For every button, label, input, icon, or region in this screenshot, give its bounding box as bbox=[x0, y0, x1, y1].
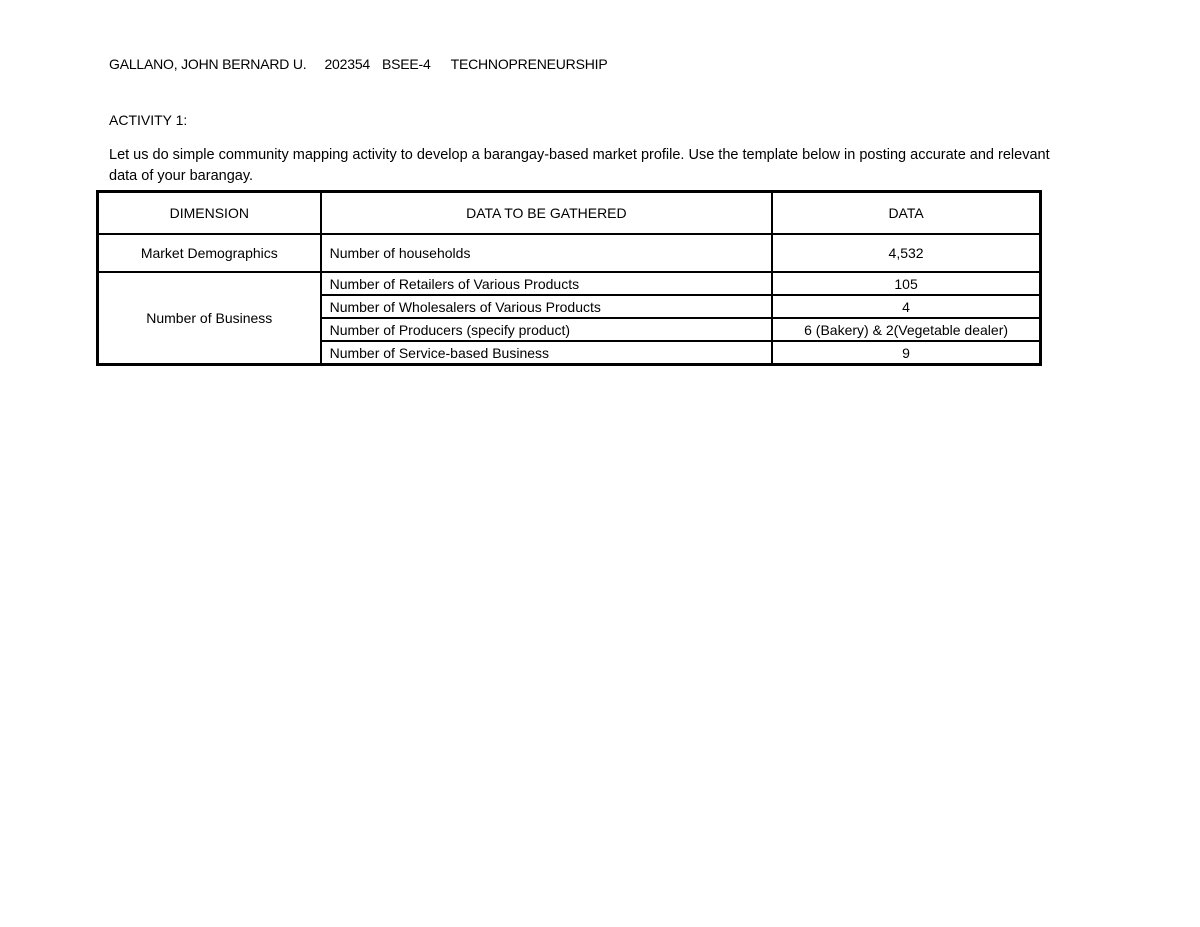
header-data-to-be-gathered: DATA TO BE GATHERED bbox=[321, 192, 773, 235]
activity-title: ACTIVITY 1: bbox=[109, 112, 188, 128]
item-producers: Number of Producers (specify product) bbox=[321, 318, 773, 341]
value-producers: 6 (Bakery) & 2(Vegetable dealer) bbox=[772, 318, 1040, 341]
item-retailers: Number of Retailers of Various Products bbox=[321, 272, 773, 295]
table-row bbox=[98, 234, 1041, 272]
header-dimension: DIMENSION bbox=[98, 192, 321, 235]
item-wholesalers: Number of Wholesalers of Various Products bbox=[321, 295, 773, 318]
value-retailers: 105 bbox=[772, 272, 1040, 295]
value-number-of-households: 4,532 bbox=[772, 234, 1040, 272]
student-name: GALLANO, JOHN BERNARD U. bbox=[109, 56, 307, 72]
table-header-row bbox=[98, 192, 1041, 235]
header-data: DATA bbox=[772, 192, 1040, 235]
table-row bbox=[98, 272, 1041, 295]
student-id: 202354 bbox=[324, 56, 370, 72]
value-wholesalers: 4 bbox=[772, 295, 1040, 318]
dimension-market-demographics: Market Demographics bbox=[98, 234, 321, 272]
item-service-based: Number of Service-based Business bbox=[321, 341, 773, 365]
subject-name: TECHNOPRENEURSHIP bbox=[450, 56, 608, 72]
market-profile-table bbox=[96, 190, 1042, 366]
value-service-based: 9 bbox=[772, 341, 1040, 365]
dimension-number-of-business: Number of Business bbox=[98, 272, 321, 365]
student-course: BSEE-4 bbox=[382, 56, 431, 72]
activity-instructions: Let us do simple community mapping activity to develop a barangay-based market profile. Use the template below in posting accurate and relevant data of your barangay. bbox=[109, 147, 1050, 184]
student-header bbox=[109, 56, 607, 72]
item-number-of-households: Number of households bbox=[321, 234, 773, 272]
